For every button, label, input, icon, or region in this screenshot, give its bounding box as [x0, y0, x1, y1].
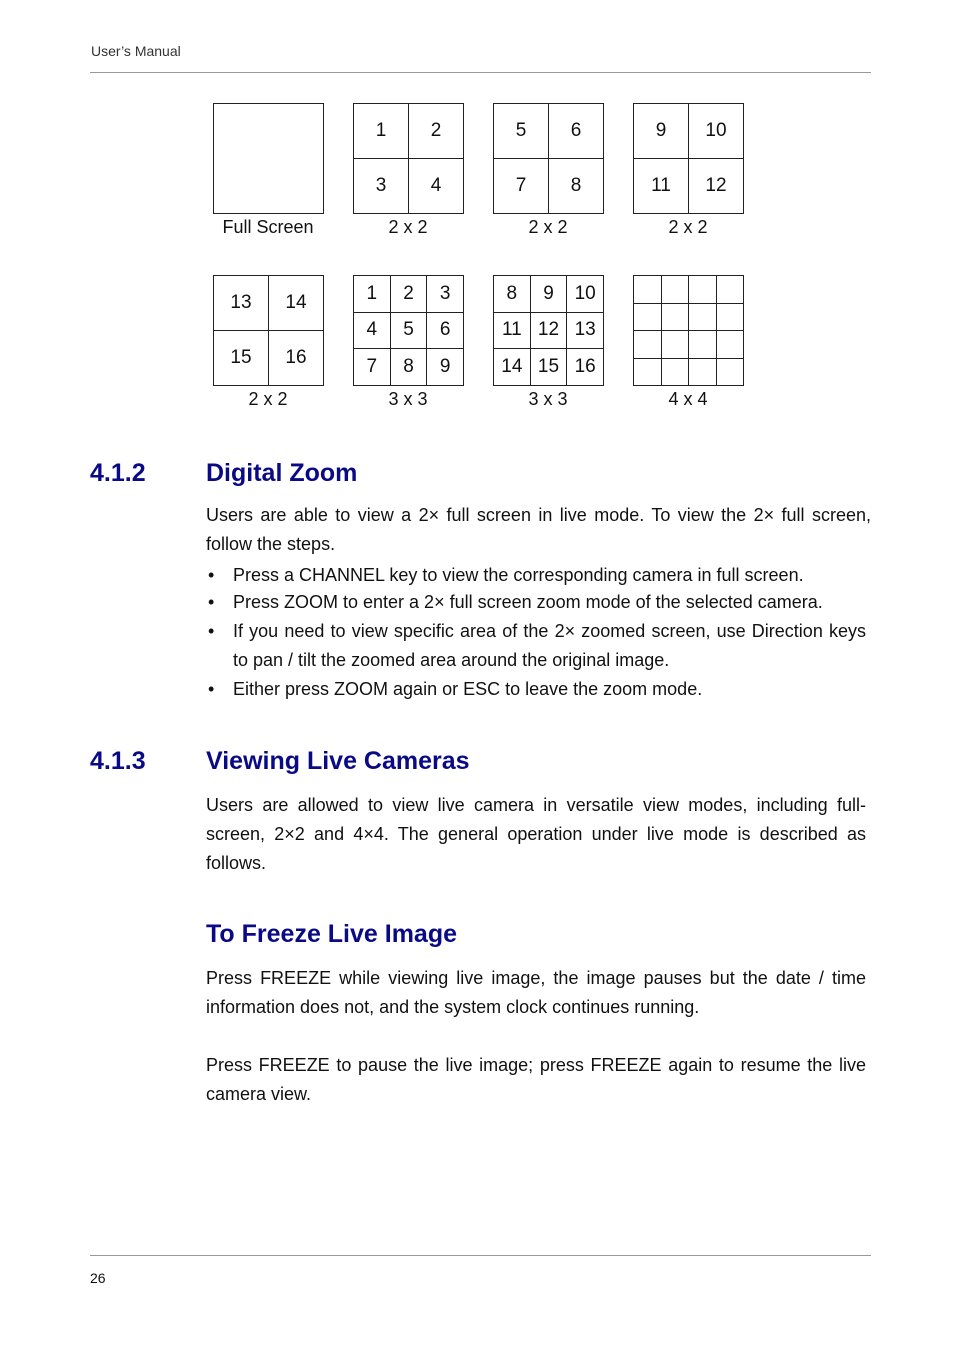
subsection-title: To Freeze Live Image — [206, 920, 458, 948]
layout-cell — [717, 359, 745, 387]
layout-cell: 7 — [494, 159, 549, 214]
layout-cell: 4 — [354, 313, 391, 350]
layout-cell: 2 — [391, 276, 428, 313]
layout-cell — [662, 359, 690, 387]
layout-cell: 8 — [494, 276, 531, 313]
layout-cell: 3 — [427, 276, 464, 313]
list-item-text: Either press ZOOM again or ESC to leave the zoom mode. — [233, 679, 703, 699]
layout-cell: 8 — [391, 349, 428, 386]
paragraph: Press FREEZE to pause the live image; press FREEZE again to resume the live camera view. — [206, 1055, 866, 1104]
list-item: • If you need to view specific area of the 2× zoomed screen, use Direction keys to pan / tilt the zoomed area around the original image. — [208, 621, 866, 670]
layout-4x4 — [633, 275, 744, 386]
running-header: User’s Manual — [91, 43, 181, 59]
layout-cell — [689, 331, 717, 359]
list-item-text: Press a CHANNEL key to view the corresponding camera in full screen. — [233, 565, 804, 585]
layout-cell — [717, 331, 745, 359]
layout-cell: 9 — [634, 104, 689, 159]
section-intro: Users are able to view a 2× full screen in live mode. To view the 2× full screen, follow the steps. — [206, 505, 871, 554]
layout-cell — [689, 359, 717, 387]
layout-cell: 12 — [689, 159, 744, 214]
layout-cell — [214, 104, 324, 214]
section-number: 4.1.3 — [90, 747, 146, 775]
layout-cell — [662, 331, 690, 359]
layout-cell — [689, 276, 717, 304]
layout-cell — [634, 276, 662, 304]
layout-cell — [662, 304, 690, 332]
layout-cell: 14 — [269, 276, 324, 331]
layout-cell: 11 — [494, 313, 531, 350]
layout-2x2-c — [633, 103, 744, 214]
list-item-text: Press ZOOM to enter a 2× full screen zoom mode of the selected camera. — [233, 592, 823, 612]
paragraph: Press FREEZE while viewing live image, the image pauses but the date / time information does not, and the system clock continues running. — [206, 968, 866, 1017]
list-item-text: If you need to view specific area of the 2× zoomed screen, use Direction keys to pan / tilt the zoomed area around the original image. — [233, 621, 866, 670]
layout-2x2-d — [213, 275, 324, 386]
layout-cell — [662, 276, 690, 304]
layout-caption: 3 x 3 — [528, 389, 568, 409]
layout-cell: 11 — [634, 159, 689, 214]
layout-caption: 4 x 4 — [668, 389, 708, 409]
layout-cell: 6 — [427, 313, 464, 350]
layout-cell: 3 — [354, 159, 409, 214]
layout-3x3-a — [353, 275, 464, 386]
layout-cell: 14 — [494, 349, 531, 386]
layout-cell: 13 — [214, 276, 269, 331]
list-item: • Press ZOOM to enter a 2× full screen zoom mode of the selected camera. — [208, 592, 823, 612]
list-item: • Press a CHANNEL key to view the corresponding camera in full screen. — [208, 565, 804, 585]
layout-cell: 1 — [354, 276, 391, 313]
layout-cell — [634, 304, 662, 332]
layout-cell: 2 — [409, 104, 464, 159]
layout-full-screen — [213, 103, 324, 214]
layout-caption: Full Screen — [222, 217, 314, 237]
layout-caption: 2 x 2 — [388, 217, 428, 237]
layout-cell: 10 — [567, 276, 604, 313]
layout-2x2-a — [353, 103, 464, 214]
header-rule — [90, 72, 871, 73]
layout-cell — [634, 331, 662, 359]
section-title: Digital Zoom — [206, 459, 358, 487]
layout-cell: 6 — [549, 104, 604, 159]
layout-cell: 13 — [567, 313, 604, 350]
layout-cell: 10 — [689, 104, 744, 159]
layout-2x2-b — [493, 103, 604, 214]
layout-cell: 5 — [391, 313, 428, 350]
section-intro: Users are allowed to view live camera in versatile view modes, including full-screen, 2×2 and 4×4. The general operation under live mode is described as follows. — [206, 795, 866, 873]
layout-caption: 3 x 3 — [388, 389, 428, 409]
layout-caption: 2 x 2 — [528, 217, 568, 237]
layout-cell: 16 — [567, 349, 604, 386]
layout-cell: 9 — [427, 349, 464, 386]
layout-cell: 15 — [214, 331, 269, 386]
layout-3x3-b — [493, 275, 604, 386]
layout-cell: 12 — [531, 313, 568, 350]
layout-cell: 16 — [269, 331, 324, 386]
layout-cell: 8 — [549, 159, 604, 214]
layout-cell: 15 — [531, 349, 568, 386]
layout-cell: 1 — [354, 104, 409, 159]
layout-cell: 5 — [494, 104, 549, 159]
footer-rule — [90, 1255, 871, 1256]
section-title: Viewing Live Cameras — [206, 747, 470, 775]
bullet-list — [206, 561, 866, 704]
layout-caption: 2 x 2 — [248, 389, 288, 409]
layout-cell: 9 — [531, 276, 568, 313]
layout-cell: 4 — [409, 159, 464, 214]
layout-cell — [717, 304, 745, 332]
layout-cell: 7 — [354, 349, 391, 386]
layout-caption: 2 x 2 — [668, 217, 708, 237]
layout-cell — [717, 276, 745, 304]
section-number: 4.1.2 — [90, 459, 146, 487]
page-number: 26 — [90, 1270, 106, 1286]
list-item: • Either press ZOOM again or ESC to leave the zoom mode. — [208, 679, 703, 699]
layout-cell — [689, 304, 717, 332]
layout-cell — [634, 359, 662, 387]
